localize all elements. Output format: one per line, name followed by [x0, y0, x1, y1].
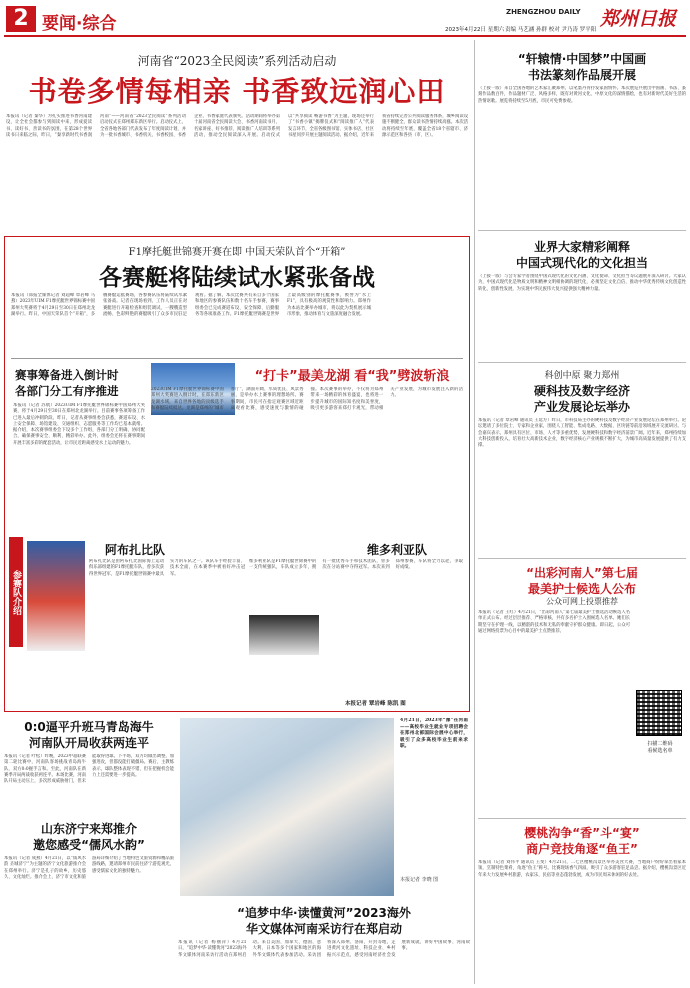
nurse-headline-2: 最美护士候选人公布: [527, 582, 636, 596]
qr-caption-1: 扫描二维码: [647, 741, 673, 747]
qr-caption-2: 看候选名单: [647, 748, 673, 754]
tech-kicker: 科创中原 聚力郑州: [544, 371, 620, 381]
wealth-headline-2: 中国式现代化的文化担当: [515, 256, 648, 270]
right-column: [478, 40, 686, 984]
sports-section: [4, 236, 470, 712]
cherry-headline-2: 商户竞技角逐“鱼王”: [526, 842, 638, 856]
cherry-headline-1: 樱桃沟争“香”斗“宴”: [524, 826, 640, 840]
media-headline-1: “追梦中华·读懂黄河”2023海外: [237, 906, 411, 920]
team-1-name: 阿布扎比队: [105, 543, 166, 557]
staff-line: 责编 马艺涵 孙群 校对 尹乃涛 罗平阳: [505, 27, 597, 33]
soccer-headline-1: 0:0逼平升班马青岛海牛: [24, 720, 154, 734]
section-title: 要闻·综合: [42, 14, 117, 34]
photo-team-2: [249, 615, 319, 655]
media-body: 本报讯（记者 杨丽萍）4月21日，“追梦中华·读懂黄河”2023海外华文媒体河南采访行活动在郑州启动。来自美国、加拿大、德国、意大利、日本等多个国家和地区的海外华文媒体代表参加活动。采访团将深入郑州、洛阳、开封等地，走进黄河文化遗址、科技企业、乡村振兴示范点，感受河南经济社会发展新成就，讲好中国故事、河南故事。: [178, 940, 470, 958]
tech-body: 本报讯（记者 覃岩峰 通讯员 王延方）昨日，市科技局主办的硬科技及数字经济产业发展论坛在郑州举行。论坛邀请了多位院士、专家和企业家，围绕人工智能、集成电路、大数据、区块链等前沿领域展开交流研讨。与会嘉宾表示，郑州具有区位、市场、人才等多重优势，发展硬科技和数字经济前景广阔。近年来，郑州持续加大科技创新投入，培育壮大高新技术企业，数字经济核心产业规模不断扩大，为城市高质量发展提供了有力支撑。: [478, 418, 686, 449]
sports-credit: 本报记者 覃岩峰 陈凯 图: [345, 701, 406, 707]
right-divider-2: [478, 362, 686, 363]
nurse-body: 本报讯（记者 王红）4月21日，“出彩河南人”第七届最美护士推选活动候选人名单正式公布。经过层层推荐、严格审核，共有多名护士入围候选人名单。她们长期坚守在护理一线，以精湛的技术和无私的奉献守护群众健康。即日起，公众可通过网络投票为心目中的最美护士点赞推荐。: [478, 610, 630, 634]
lead-body: 本报讯（记者 秦华）为扎实推进书香河南建设，让全社会都参与到阅读中来，形成爱读书、读好书、善读书的氛围，在第28个世界读书日来临之际，昨日，“秦享新时代书香润河南”——河南省“2023全民阅读”系列活动启动仪式在郑州郑东新区举行。启动仪式上，全省各地各部门代表发布了年度阅读计划，并为一批书香城市、书香机关、书香校园、书香企业、书香家庭代表颁奖。活动期间将举办第十届河南省全民阅读大会、书香河南读书月、名家讲座、好书推荐、阅读推广人培训等系列活动，推动全民阅读深入开展。启动仪式以“共享阅读 畅游书香”为主题，现场还举行了“书香小镇”揭牌仪式和“阅读推广人”代表发言环节，全省各级图书馆、实体书店、社区书屋同步开展主题阅读活动。据介绍，近年来我省持续完善公共阅读服务体系，城乡阅读设施不断健全，群众读书热情持续高涨。本次活动将持续至年底，覆盖全省18个省辖市、济源示范区和各县（市、区）。: [6, 114, 468, 138]
right-divider-1: [478, 230, 686, 231]
sports-kicker: F1摩托艇世锦赛开赛在即 中国天荣队首个“开箱”: [128, 247, 346, 258]
sports-headline: 各赛艇将陆续试水紧张备战: [99, 265, 375, 291]
team-1-body: 阿布扎比队是由阿布扎比国际海上运动俱乐部组建的F1摩托艇车队，曾多次获得世界冠军，是F1摩托艇世锦赛中最具实力的车队之一。该队车手经验丰富、技术全面，在本赛季中被看好冲击冠军。: [89, 559, 245, 577]
soccer-body: 本报讯（记者 叶松）昨晚，2023中超联赛第二轮比赛中，河南队客场挑战青岛海牛队，双方0:0握手言和。至此，河南队在新赛季开局两战收获两连平。本场比赛，河南队开局主动压上，多次形成威胁射门，但未能取得进球。下半场，双方均做出调整，加强进攻，但都没能打破僵局。赛后，主教练表示，球队整体表现不错，但在把握机会能力上还需要进一步提高。: [4, 754, 174, 785]
media-headline-2: 华文媒体河南采访行在郑启动: [245, 922, 402, 936]
jining-body: 本报讯（记者 成燕）4月21日，以“儒风水韵 圣城济宁”为主题的济宁文化旅游推介会在郑州举行。济宁是孔子的故乡，历史悠久、文化灿烂。推介会上，济宁市文化和旅游局详细介绍了当地特色文旅资源和精品旅游线路，邀请郑州市民前往济宁游览观光，感受儒家文化的独特魅力。: [4, 856, 174, 880]
masthead-rule: [4, 35, 686, 37]
sub-headline-1: 赛事筹备进入倒计时: [15, 368, 119, 382]
column-divider: [474, 40, 475, 984]
cherry-body: 本报讯（记者 刘伟平 通讯员 王斐）4月21日，二七区樱桃沟景区举办美食大赛，当地商户纷纷拿出看家本领，烹制特色菜肴，角逐“鱼王”称号。比赛现场香气四溢，吸引了众多游客驻足品尝。据介绍，樱桃沟景区近年来大力发展乡村旅游，农家乐、民宿等业态蓬勃发展，成为市民周末休闲的好去处。: [478, 860, 686, 878]
sub-headline-2: 各部门分工有序推进: [15, 384, 119, 398]
masthead: [0, 0, 690, 38]
right-divider-3: [478, 558, 686, 559]
caption-box: [398, 716, 470, 896]
nurse-headline-1: “出彩河南人”第七届: [526, 566, 638, 580]
team-2-name: 维多利亚队: [367, 543, 428, 557]
paper-logo: 郑州日报: [600, 8, 677, 30]
wealth-headline-1: 业界大家精彩阐释: [533, 240, 630, 254]
date-line: 2023年4月22日 星期六: [445, 27, 505, 33]
sports-divider: [11, 358, 463, 359]
lead-kicker: 河南省“2023全民阅读”系列活动启动: [137, 54, 337, 68]
tech-headline-1: 硬科技及数字经济: [533, 384, 630, 398]
nurse-kicker: 公众可网上投票推荐: [546, 597, 618, 606]
caption-credit: 本报记者 李晓 图: [400, 877, 439, 883]
team-2-body: 维多利亚队是F1摩托艇世锦赛中的一支传统强队，车队成立多年，拥有一批优秀车手和技术团队，曾多次在分站赛中夺得冠军。本次来到郑州参赛，车队将全力以赴，争取好成绩。: [249, 559, 463, 571]
jining-article: [4, 818, 174, 984]
art-body: （上接一版）来自全国各地的艺术家汇聚郑州，以笔墨丹青抒发家国情怀。本次展览共展出中国画、书法、篆刻作品数百件，作品题材广泛、风格多样，既有对黄河文化、中原文化的深情描绘，也有对新时代美好生活的热情讴歌。展览将持续至5月底，市民可免费参观。: [478, 86, 686, 104]
sports-body: 本报讯（郑报全媒体记者 刘超峰 覃岩峰 马燕）2023年UIM F1摩托艇世界锦标赛中国郑州大奖赛将于4月29日至30日在郑州北龙湖举行。昨日，中国天荣队首个“开箱”，多艘赛艇运抵赛场，各参赛队伍将陆续试水紧张备战。记者在现场看到，工作人员正在对赛艇进行开箱检查和组装调试，一艘艘造型流畅、色彩鲜艳的赛艇吸引了众多市民驻足观看。据了解，本次比赛共有来自多个国家和地区的参赛队伍和数十名车手参赛，赛事组委会已完成赛道布设、安全保障、后勤服务等各项准备工作。F1摩托艇世锦赛是世界上最高级别的摩托艇赛事，被誉为“水上F1”，具有极高的观赏性和影响力。郑州作为本站比赛举办城市，将以此为契机展示城市形象，推动体育与文旅深度融合发展。: [11, 293, 371, 317]
qr-code[interactable]: [636, 690, 682, 736]
page-number: 2: [6, 6, 36, 32]
photo-job-fair: [180, 718, 394, 896]
team-vertical-label: 参赛队介绍: [9, 537, 23, 647]
feature-body: 2023UIM F1摩托艇世界锦标赛中国郑州大奖赛进入倒计时，在郑东新区龙湖水域，来自世界各地的顶级选手和赛艇陆续抵达。龙湖是郑州的“城市客厅”，湖面开阔、水质优良、风景秀丽，是举办水上赛事的理想场所。赛事期间，市民可在指定观赛区域近距离观看比赛，感受速度与激情的碰撞。本次赛事的举办，不仅将为郑州带来一场精彩的体育盛宴，也将进一步提升城市的国际知名度和美誉度，吸引更多游客来郑打卡观光，带动相关产业发展，为城市发展注入新的活力。: [151, 387, 463, 411]
paper-en: ZHENGZHOU DAILY: [506, 8, 581, 16]
art-headline-2: 书法篆刻作品展开展: [527, 68, 636, 82]
wealth-body: （上接一版）与会专家学者围绕中国式现代化的文化内涵、文化使命、文化担当等议题展开深入研讨。大家认为，中国式现代化是物质文明和精神文明相协调的现代化，必须坚定文化自信，推动中华优秀传统文化创造性转化、创新性发展，为实现中华民族伟大复兴提供强大精神力量。: [478, 274, 686, 292]
feature-headline: “打卡”最美龙湖 看“我”劈波斩浪: [254, 369, 450, 384]
lead-article: [4, 40, 470, 236]
jining-headline-2: 邀您感受“儒风水韵”: [33, 838, 145, 852]
soccer-headline-2: 河南队开局收获两连平: [28, 736, 149, 750]
right-divider-4: [478, 818, 686, 819]
media-article: [178, 900, 470, 986]
lead-headline: 书卷多情每相亲 书香致远润心田: [28, 75, 446, 108]
photo-team-1: [27, 541, 85, 651]
tech-headline-2: 产业发展论坛举办: [533, 400, 630, 414]
sub-body-1: 本报讯（记者 苏航）2023UIM F1摩托艇世界锦标赛中国郑州大奖赛，将于4月29日至30日在郑州北龙湖举行。目前赛事各项筹备工作已进入最后冲刺阶段。昨日，记者从赛事组委会获悉，赛道布设、水上安全保障、场馆建设、交通组织、志愿服务等工作均已基本就绪。据介绍，本次赛事组委会下设多个工作组，各部门分工明确、协同配合，确保赛事安全、顺利、精彩举办。此外，组委会还将在赛事期间开展丰富多彩的配套活动，让市民近距离感受水上运动的魅力。: [13, 403, 145, 446]
jining-headline-1: 山东济宁来郑推介: [40, 822, 137, 836]
caption-text: 4月21日，2023年“豫”在河南——高校毕业生就业专项招聘会在郑州北部国际会展中心举行，吸引了众多高校毕业生前来求职。: [400, 718, 468, 750]
art-headline-1: “轩辕情·中国梦”中国画: [517, 52, 647, 66]
